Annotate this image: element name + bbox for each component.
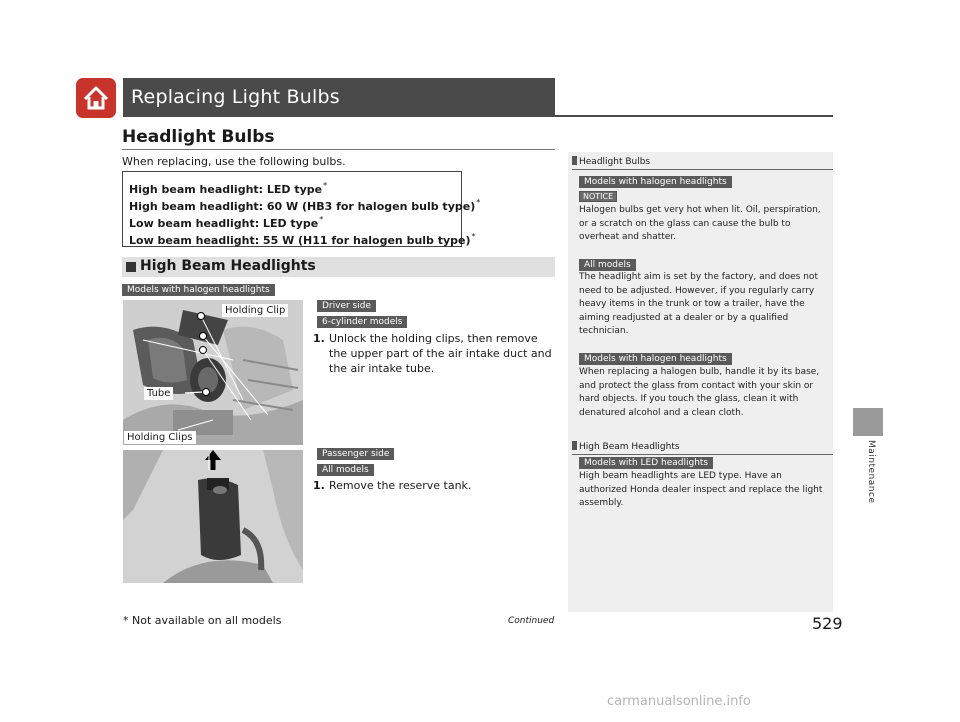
page-number: 529 (812, 614, 843, 633)
note-rule (572, 454, 833, 455)
page-heading: Headlight Bulbs (122, 127, 275, 147)
home-icon (76, 78, 116, 118)
model-tag: All models (317, 464, 374, 476)
note-text: The headlight aim is set by the factory, and does not need to be adjusted. However, if you regularly carry heavy items in the trunk or tow a trailer, have the aiming readjusted at a dealer or by a qualified technician. (579, 272, 818, 336)
heading-rule (122, 149, 555, 150)
intro-text: When replacing, use the following bulbs. (122, 155, 346, 168)
models-tag: All models (579, 259, 636, 271)
models-tag: Models with LED headlights (579, 457, 713, 469)
step-number: 1. (313, 332, 325, 345)
model-tag: 6-cylinder models (317, 316, 407, 328)
step-passenger-side (313, 478, 553, 493)
bulb-spec-row: Low beam headlight: 55 W (H11 for halogen bulb type)* (129, 232, 476, 247)
models-tag: Models with halogen headlights (579, 353, 732, 365)
note-marker-icon (572, 156, 577, 165)
callout-holding-clip: Holding Clip (222, 304, 288, 317)
section-square-icon (126, 262, 136, 272)
home-button[interactable] (76, 78, 116, 118)
note-text: When replacing a halogen bulb, handle it by its base, and protect the glass from contact with your skin or hard objects. If you touch the glass, clean it with denatured alcohol and a clean cloth. (579, 367, 820, 418)
models-tag: Models with halogen headlights (122, 284, 275, 296)
watermark: carmanualsonline.info (607, 694, 751, 709)
models-tag: Models with halogen headlights (579, 176, 732, 188)
footnote-marker: * (476, 198, 481, 207)
notice-badge: NOTICE (579, 191, 617, 202)
step-text: Remove the reserve tank. (329, 479, 472, 492)
section-title: Replacing Light Bulbs (131, 86, 340, 108)
bulb-spec-row: High beam headlight: LED type* (129, 181, 328, 196)
subsection-title: High Beam Headlights (140, 258, 316, 274)
chapter-tab[interactable] (853, 408, 883, 436)
bulb-spec-row: High beam headlight: 60 W (HB3 for halogen bulb type)* (129, 198, 481, 213)
engine-photo-driver-side (123, 300, 303, 445)
footnote-marker: * (319, 215, 324, 224)
callout-holding-clips: Holding Clips (124, 431, 196, 444)
title-rule (123, 115, 833, 117)
bulb-spec-row: Low beam headlight: LED type* (129, 215, 324, 230)
note-text: Halogen bulbs get very hot when lit. Oil, perspiration, or a scratch on the glass can cause the bulb to overheat and shatter. (579, 205, 821, 242)
reserve-tank-illustration (123, 450, 303, 583)
side-tag: Passenger side (317, 448, 394, 460)
footnote-marker: * (471, 232, 476, 241)
note-rule (572, 169, 833, 170)
note-heading-headlight-bulbs: Headlight Bulbs (572, 156, 650, 167)
section-title-bar (123, 78, 555, 116)
step-driver-side (313, 331, 553, 376)
continued-label: Continued (508, 616, 555, 626)
bulb-spec-box (122, 171, 481, 247)
subsection-bar (122, 257, 555, 277)
note-text: High beam headlights are LED type. Have an authorized Honda dealer inspect and replace the light assembly. (579, 471, 823, 508)
chapter-tab-label[interactable]: Maintenance (866, 440, 876, 504)
footnote: * Not available on all models (123, 614, 282, 627)
callout-tube: Tube (144, 387, 173, 400)
step-text: Unlock the holding clips, then remove the upper part of the air intake duct and the air intake tube. (329, 332, 552, 375)
engine-bay-illustration (123, 300, 303, 445)
footnote-marker: * (323, 181, 328, 190)
engine-photo-passenger-side (123, 450, 303, 583)
step-number: 1. (313, 479, 325, 492)
side-tag: Driver side (317, 300, 376, 312)
note-heading-high-beam: High Beam Headlights (572, 441, 680, 452)
note-marker-icon (572, 441, 577, 450)
